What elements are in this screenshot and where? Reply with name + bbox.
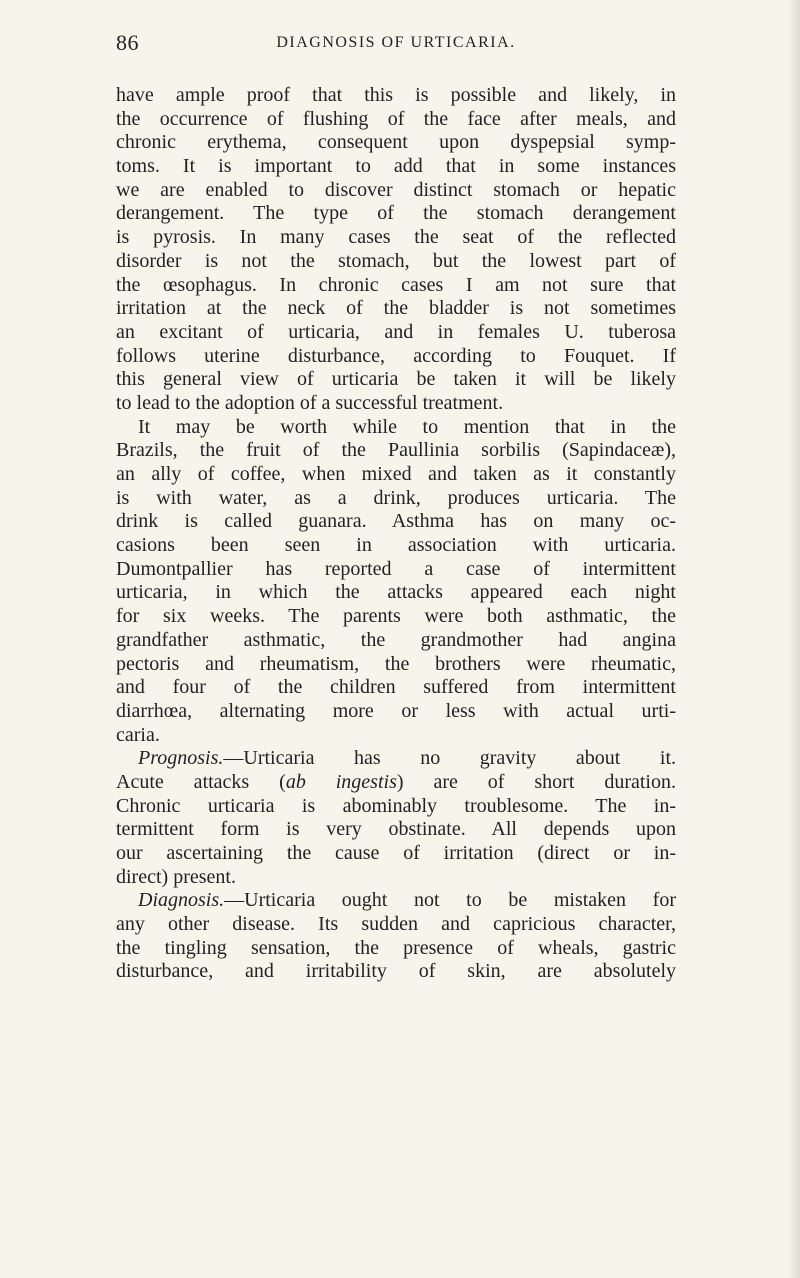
text-line: and four of the children suffered from intermittent xyxy=(116,676,676,699)
text-line: grandfather asthmatic, the grandmother had angina xyxy=(116,628,676,651)
text-line xyxy=(116,771,676,795)
text-line: follows uterine disturbance, according to Fouquet. If xyxy=(116,344,676,367)
text-line: this general view of urticaria be taken it will be likely xyxy=(116,368,676,391)
text-line: is with water, as a drink, produces urticaria. The xyxy=(116,486,676,509)
text-line-content: Acute attacks (ab ingestis) are of short duration. xyxy=(116,770,676,793)
text-line: any other disease. Its sudden and capricious character, xyxy=(116,913,676,936)
page-edge-shadow xyxy=(788,0,800,1278)
text-line: the œsophagus. In chronic cases I am not sure that xyxy=(116,273,676,296)
text-line: chronic erythema, consequent upon dyspepsial symp- xyxy=(116,131,676,154)
prognosis-heading: Prognosis. xyxy=(138,747,224,770)
prognosis-line xyxy=(116,747,676,771)
text-line: we are enabled to discover distinct stomach or hepatic xyxy=(116,178,676,201)
text-line: diarrhœa, alternating more or less with actual urti- xyxy=(116,699,676,722)
diagnosis-line xyxy=(116,889,676,913)
text-line: disturbance, and irritability of skin, are absolutely xyxy=(116,960,676,983)
diagnosis-heading: Diagnosis. xyxy=(138,889,225,912)
diagnosis-text: —Urticaria ought not to be mistaken for xyxy=(224,889,676,912)
running-head: DIAGNOSIS OF URTICARIA. xyxy=(276,34,516,51)
text-line: an ally of coffee, when mixed and taken as it constantly xyxy=(116,463,676,485)
text-line: the tingling sensation, the presence of wheals, gastric xyxy=(116,936,676,959)
text-line: termittent form is very obstinate. All depends upon xyxy=(116,818,676,841)
page-number: 86 xyxy=(116,30,139,55)
text-line: is pyrosis. In many cases the seat of the reflected xyxy=(116,226,676,249)
text-line: for six weeks. The parents were both asthmatic, the xyxy=(116,605,676,628)
text-line: Brazils, the fruit of the Paullinia sorbilis (Sapindaceæ), xyxy=(116,439,676,462)
text-line: urticaria, in which the attacks appeared each night xyxy=(116,581,676,604)
text-line: direct) present. xyxy=(116,865,236,888)
text-line: drink is called guanara. Asthma has on many oc- xyxy=(116,510,676,533)
text-line: pectoris and rheumatism, the brothers were rheumatic, xyxy=(116,652,676,675)
text-line: caria. xyxy=(116,723,160,746)
text-line: Chronic urticaria is abominably troublesome. The in- xyxy=(116,794,676,817)
text-line: our ascertaining the cause of irritation (direct or in- xyxy=(116,842,676,864)
text-line: irritation at the neck of the bladder is not sometimes xyxy=(116,297,676,320)
page-header xyxy=(116,30,676,60)
text-line: disorder is not the stomach, but the lowest part of xyxy=(116,249,676,272)
text-line: have ample proof that this is possible and likely, in xyxy=(116,84,676,106)
text-line: the occurrence of flushing of the face after meals, and xyxy=(116,107,676,130)
text-line: Dumontpallier has reported a case of intermittent xyxy=(116,557,676,580)
text-line: casions been seen in association with urticaria. xyxy=(116,534,676,557)
text-line: to lead to the adoption of a successful treatment. xyxy=(116,391,504,414)
text-line: derangement. The type of the stomach derangement xyxy=(116,202,676,225)
body-text xyxy=(116,84,676,984)
ab-ingestis-phrase: ab ingestis xyxy=(285,770,397,793)
text-line: toms. It is important to add that in some instances xyxy=(116,155,676,178)
text-line: It may be worth while to mention that in the xyxy=(138,415,676,438)
prognosis-text: —Urticaria has no gravity about it. xyxy=(223,747,676,770)
text-line: an excitant of urticaria, and in females U. tuberosa xyxy=(116,320,676,343)
